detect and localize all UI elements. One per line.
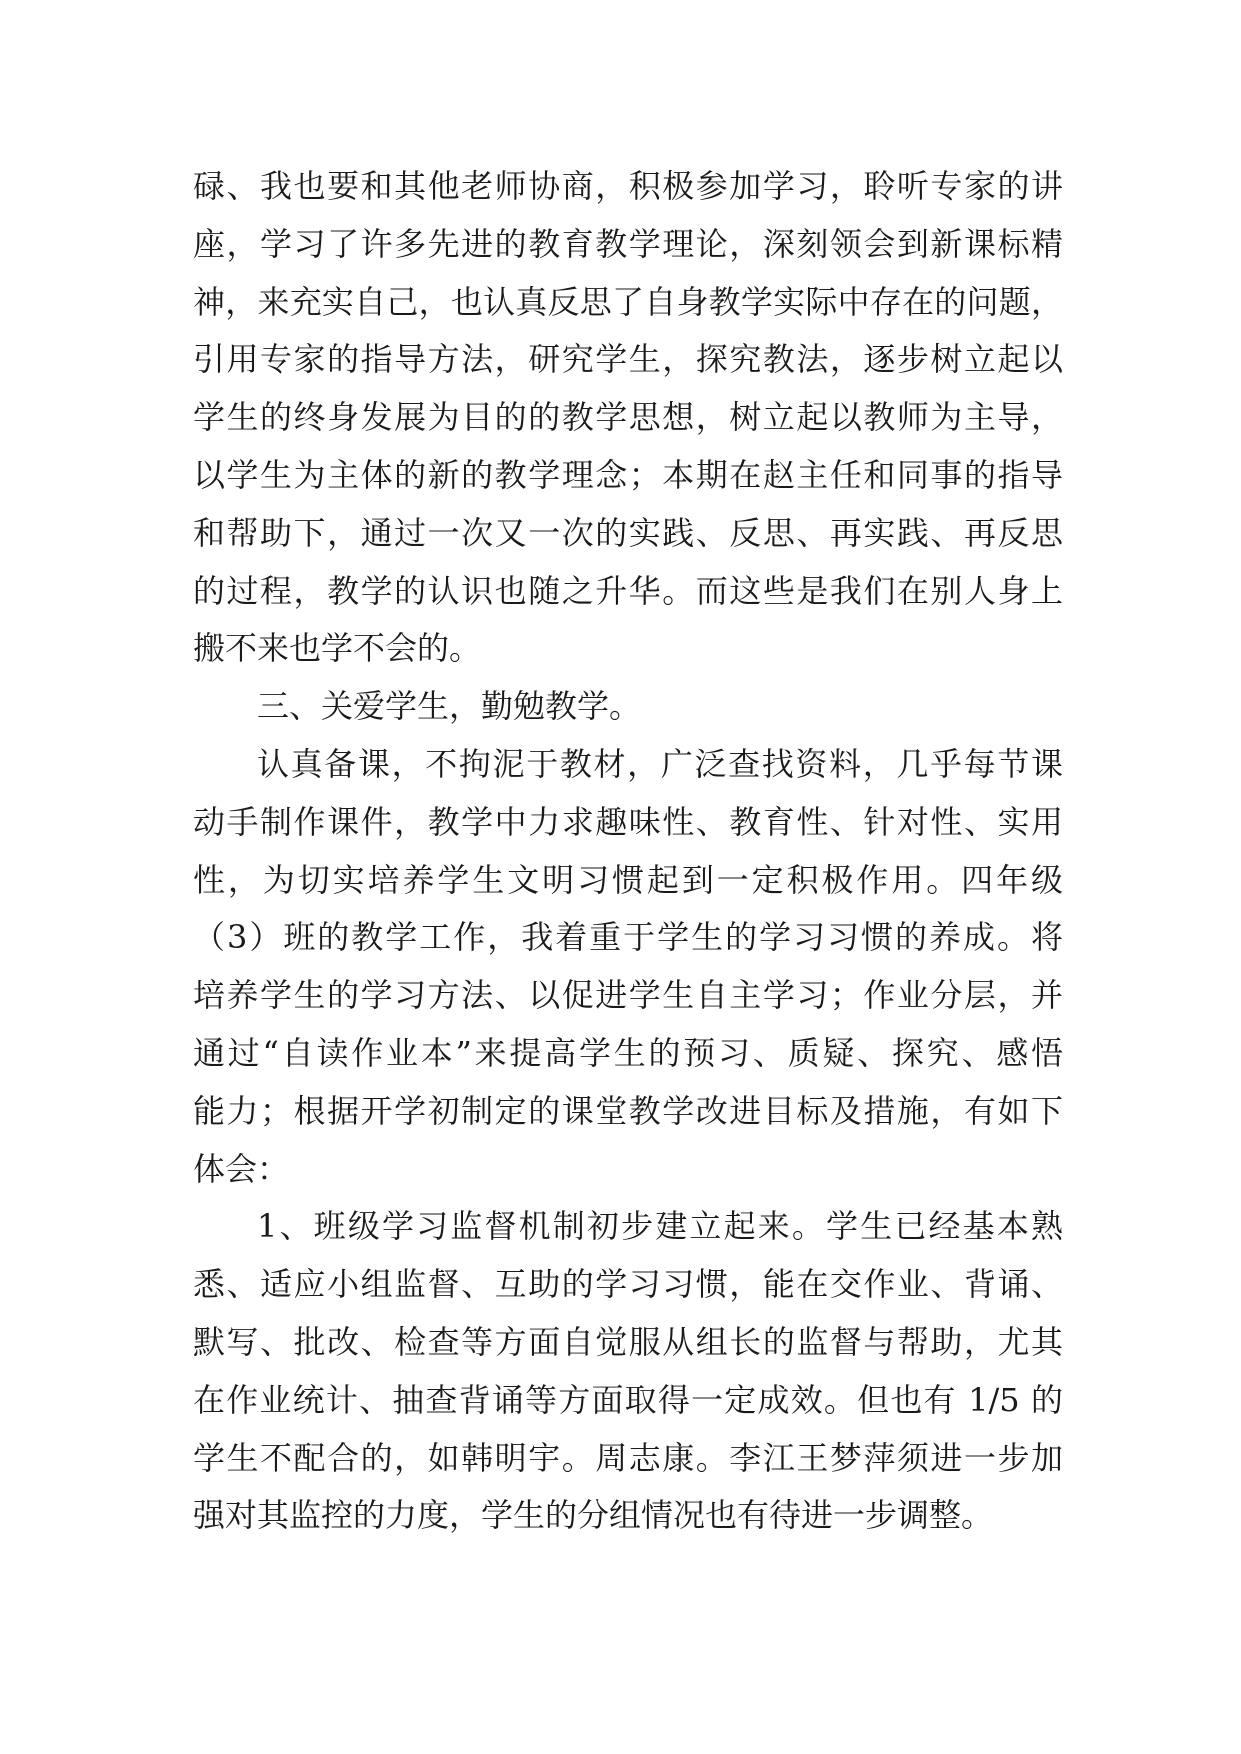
text-line: 性，为切实培养学生文明习惯起到一定积极作用。四年级 [193,860,1063,899]
text-line: 神，来充实自己，也认真反思了自身教学实际中存在的问题， [193,282,1063,321]
text-line: 的过程，教学的认识也随之升华。而这些是我们在别人身上 [193,571,1063,610]
text-line: 学生的终身发展为目的的教学思想，树立起以教师为主导， [193,398,1063,437]
text-line: 能力；根据开学初制定的课堂教学改进目标及措施，有如下 [193,1091,1063,1130]
text-line: 体会： [193,1149,290,1188]
text-line: 三、关爱学生，勤勉教学。 [257,687,642,726]
text-line: 认真备课，不拘泥于教材，广泛查找资料，几乎每节课 [257,744,1063,783]
text-line: 通过“自读作业本”来提高学生的预习、质疑、探究、感悟 [193,1033,1063,1072]
text-line: 强对其监控的力度，学生的分组情况也有待进一步调整。 [193,1496,994,1535]
text-line: 座，学习了许多先进的教育教学理论，深刻领会到新课标精 [193,224,1063,263]
text-line: 培养学生的学习方法、以促进学生自主学习；作业分层，并 [193,976,1063,1015]
text-line: （3）班的教学工作，我着重于学生的学习习惯的养成。将 [193,918,1063,957]
text-line: 碌、我也要和其他老师协商，积极参加学习，聆听专家的讲 [193,167,1063,205]
text-line: 以学生为主体的新的教学理念；本期在赵主任和同事的指导 [193,455,1063,494]
text-line: 学生不配合的，如韩明宇。周志康。李江王梦萍须进一步加 [193,1438,1063,1477]
text-line: 在作业统计、抽查背诵等方面取得一定成效。但也有 1/5 的 [193,1380,1063,1419]
text-line: 悉、适应小组监督、互助的学习习惯，能在交作业、背诵、 [193,1265,1063,1304]
text-line: 搬不来也学不会的。 [193,629,482,668]
text-line: 1、班级学习监督机制初步建立起来。学生已经基本熟 [257,1207,1063,1246]
text-line: 和帮助下，通过一次又一次的实践、反思、再实践、再反思 [193,513,1063,552]
text-line: 默写、批改、检查等方面自觉服从组长的监督与帮助，尤其 [193,1322,1063,1361]
text-line: 引用专家的指导方法，研究学生，探究教法，逐步树立起以 [193,340,1063,379]
text-line: 动手制作课件，教学中力求趣味性、教育性、针对性、实用 [193,802,1063,841]
body-text [193,158,1063,1545]
